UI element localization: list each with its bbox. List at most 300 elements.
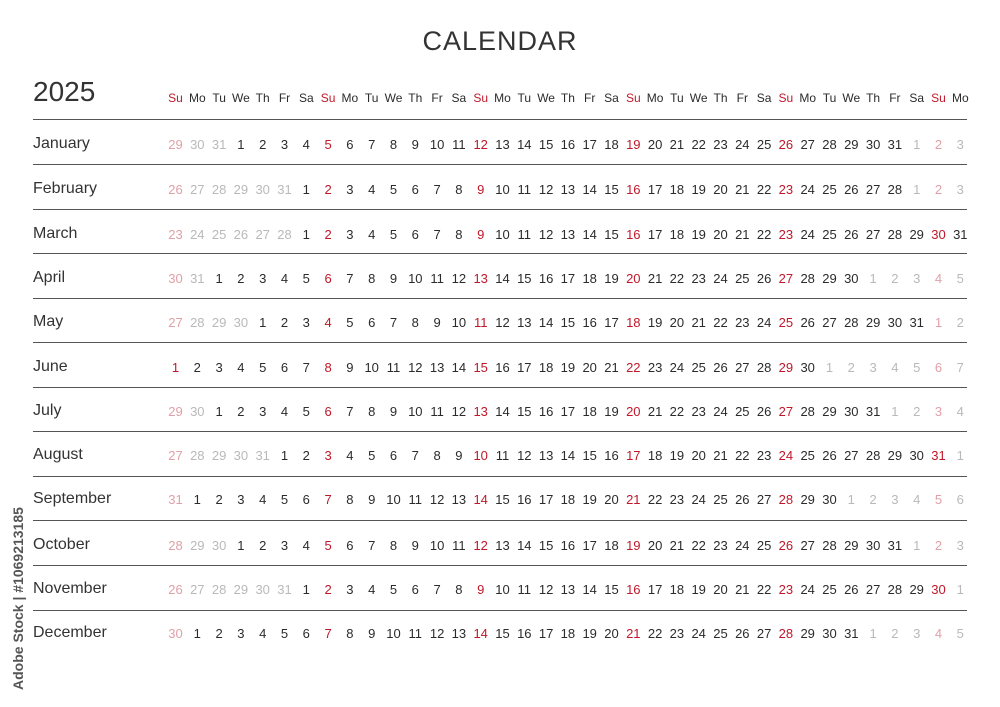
day-cell: 27	[190, 182, 205, 197]
day-cell: 5	[913, 360, 921, 375]
day-cell: 28	[168, 538, 183, 553]
day-cell: 2	[891, 626, 899, 641]
day-cell: 23	[778, 582, 794, 597]
day-cell: 23	[669, 626, 685, 641]
day-cell: 8	[455, 582, 463, 597]
day-cell: 12	[538, 227, 554, 242]
day-cell: 3	[259, 271, 267, 286]
row-divider	[33, 387, 967, 388]
day-cell: 3	[346, 582, 354, 597]
day-cell: 13	[560, 582, 576, 597]
day-cell: 28	[865, 448, 881, 463]
row-divider	[33, 431, 967, 432]
day-cell: 30	[844, 271, 859, 286]
day-cell: 13	[495, 538, 510, 553]
day-cell: 15	[517, 271, 532, 286]
day-cell: 1	[302, 227, 310, 242]
row-divider	[33, 253, 967, 254]
day-cell: 21	[735, 227, 750, 242]
day-cell: 7	[324, 626, 332, 641]
day-cell: 17	[626, 448, 641, 463]
day-cell: 21	[647, 271, 663, 286]
day-cell: 16	[604, 448, 619, 463]
day-cell: 24	[800, 582, 815, 597]
day-cell: 12	[538, 582, 554, 597]
day-cell: 20	[604, 492, 619, 507]
day-cell: 1	[869, 626, 877, 641]
weekday-label: Mo	[188, 91, 206, 105]
day-cell: 15	[604, 182, 619, 197]
day-cell: 3	[280, 538, 289, 553]
weekday-label: Fr	[431, 91, 443, 105]
day-cell: 30	[865, 137, 881, 152]
month-name: June	[33, 358, 68, 375]
day-cell: 18	[604, 137, 619, 152]
day-cell: 12	[429, 492, 445, 507]
day-cell: 29	[887, 448, 903, 463]
weekday-label: Tu	[670, 91, 684, 105]
day-cell: 24	[800, 227, 815, 242]
day-cell: 6	[411, 182, 419, 197]
day-cell: 21	[691, 315, 706, 330]
day-cell: 29	[822, 404, 837, 419]
weekday-label: Sa	[451, 91, 467, 105]
day-cell: 30	[800, 360, 815, 375]
day-cell: 28	[190, 315, 205, 330]
day-cell: 21	[735, 182, 750, 197]
day-cell: 14	[451, 360, 467, 375]
row-divider	[33, 209, 967, 210]
row-divider	[33, 342, 967, 343]
weekday-label: Su	[778, 91, 794, 105]
weekday-label: Tu	[212, 91, 226, 105]
day-cell: 25	[778, 315, 794, 330]
day-cell: 26	[168, 582, 183, 597]
day-cell: 30	[168, 271, 183, 286]
day-cell: 9	[389, 404, 398, 419]
day-cell: 26	[800, 315, 815, 330]
day-cell: 27	[865, 582, 881, 597]
day-cell: 15	[538, 538, 554, 553]
day-cell: 28	[277, 227, 292, 242]
day-cell: 7	[956, 360, 964, 375]
day-cell: 26	[756, 404, 772, 419]
day-cell: 14	[473, 626, 488, 641]
day-cell: 31	[887, 137, 903, 152]
day-cell: 16	[560, 137, 576, 152]
day-cell: 2	[193, 360, 201, 375]
day-cell: 11	[452, 538, 466, 553]
day-cell: 18	[669, 227, 685, 242]
day-cell: 11	[452, 137, 466, 152]
day-cell: 2	[934, 137, 943, 152]
day-cell: 3	[913, 271, 921, 286]
day-cell: 31	[953, 227, 968, 242]
day-cell: 15	[495, 492, 510, 507]
day-cell: 22	[756, 582, 772, 597]
day-cell: 3	[237, 626, 245, 641]
day-cell: 30	[255, 582, 270, 597]
day-cell: 16	[560, 538, 576, 553]
day-cell: 17	[538, 626, 554, 641]
day-cell: 14	[582, 182, 597, 197]
day-cell: 5	[259, 360, 267, 375]
day-cell: 22	[691, 538, 706, 553]
day-cell: 21	[669, 538, 685, 553]
day-cell: 21	[713, 448, 728, 463]
day-cell: 15	[560, 315, 576, 330]
day-cell: 26	[844, 182, 859, 197]
day-cell: 10	[473, 448, 488, 463]
day-cell: 8	[368, 271, 376, 286]
day-cell: 18	[604, 538, 619, 553]
day-cell: 16	[626, 182, 641, 197]
day-cell: 4	[368, 582, 376, 597]
day-cell: 5	[389, 227, 398, 242]
day-cell: 2	[215, 626, 223, 641]
day-cell: 30	[887, 315, 903, 330]
day-cell: 8	[455, 182, 463, 197]
day-cell: 11	[517, 227, 532, 242]
day-cell: 1	[171, 360, 180, 375]
month-name: September	[33, 490, 112, 507]
day-cell: 18	[560, 492, 576, 507]
day-cell: 10	[408, 271, 423, 286]
weekday-label: Su	[931, 91, 946, 105]
day-cell: 12	[517, 448, 532, 463]
day-cell: 8	[389, 137, 398, 152]
day-cell: 1	[891, 404, 899, 419]
day-cell: 2	[891, 271, 899, 286]
day-cell: 6	[302, 492, 310, 507]
day-cell: 10	[429, 137, 445, 152]
day-cell: 27	[822, 315, 837, 330]
day-cell: 3	[934, 404, 943, 419]
day-cell: 7	[302, 360, 310, 375]
day-cell: 23	[691, 404, 706, 419]
day-cell: 4	[346, 448, 354, 463]
day-cell: 30	[233, 315, 249, 330]
day-cell: 21	[735, 582, 750, 597]
day-cell: 27	[190, 582, 205, 597]
day-cell: 7	[433, 582, 441, 597]
day-cell: 24	[190, 227, 205, 242]
day-cell: 28	[844, 315, 859, 330]
day-cell: 25	[822, 182, 837, 197]
weekday-label: We	[384, 91, 403, 105]
day-cell: 1	[825, 360, 834, 375]
day-cell: 26	[713, 360, 728, 375]
weekday-label: Fr	[889, 91, 901, 105]
weekday-label: Sa	[298, 91, 314, 105]
day-cell: 27	[735, 360, 750, 375]
day-cell: 6	[346, 137, 354, 152]
day-cell: 20	[691, 448, 706, 463]
day-cell: 30	[190, 137, 205, 152]
day-cell: 22	[626, 360, 641, 375]
day-cell: 5	[280, 492, 289, 507]
day-cell: 20	[626, 404, 641, 419]
day-cell: 12	[473, 538, 488, 553]
weekday-label: Th	[866, 91, 881, 105]
day-cell: 30	[865, 538, 881, 553]
day-cell: 30	[168, 626, 183, 641]
month-name: January	[33, 135, 90, 152]
day-cell: 11	[408, 492, 423, 507]
day-cell: 22	[647, 626, 663, 641]
day-cell: 2	[324, 582, 332, 597]
day-cell: 28	[211, 582, 227, 597]
day-cell: 1	[956, 582, 964, 597]
day-cell: 21	[626, 492, 641, 507]
day-cell: 19	[560, 360, 576, 375]
day-cell: 23	[647, 360, 663, 375]
weekday-label: Tu	[517, 91, 532, 105]
day-cell: 11	[517, 182, 532, 197]
day-cell: 1	[302, 182, 310, 197]
day-cell: 27	[800, 538, 815, 553]
day-cell: 9	[368, 626, 376, 641]
day-cell: 9	[389, 271, 398, 286]
day-cell: 10	[364, 360, 379, 375]
day-cell: 28	[800, 271, 815, 286]
day-cell: 22	[691, 137, 706, 152]
day-cell: 12	[429, 626, 445, 641]
day-cell: 27	[168, 315, 183, 330]
day-cell: 3	[302, 315, 310, 330]
day-cell: 24	[691, 626, 706, 641]
day-cell: 3	[259, 404, 267, 419]
day-cell: 28	[778, 492, 794, 507]
day-cell: 10	[451, 315, 467, 330]
day-cell: 15	[604, 227, 619, 242]
day-cell: 28	[887, 227, 903, 242]
day-cell: 9	[411, 137, 419, 152]
day-cell: 2	[934, 538, 943, 553]
day-cell: 25	[211, 227, 227, 242]
month-name: February	[33, 180, 98, 197]
year-label: 2025	[33, 76, 96, 107]
day-cell: 16	[517, 626, 532, 641]
day-cell: 26	[735, 626, 750, 641]
day-cell: 6	[368, 315, 376, 330]
day-cell: 3	[346, 227, 354, 242]
day-cell: 2	[847, 360, 855, 375]
day-cell: 17	[647, 182, 663, 197]
day-cell: 26	[778, 137, 794, 152]
day-cell: 6	[346, 538, 354, 553]
day-cell: 2	[302, 448, 310, 463]
weekday-label: Su	[473, 91, 489, 105]
day-cell: 2	[259, 137, 267, 152]
day-cell: 5	[280, 626, 289, 641]
day-cell: 16	[582, 315, 597, 330]
day-cell: 1	[280, 448, 289, 463]
day-cell: 20	[647, 137, 663, 152]
day-cell: 23	[691, 271, 706, 286]
day-cell: 6	[280, 360, 289, 375]
day-cell: 16	[495, 360, 510, 375]
day-cell: 17	[560, 271, 576, 286]
day-cell: 10	[386, 626, 401, 641]
weekday-label: Fr	[736, 91, 748, 105]
day-cell: 13	[451, 626, 467, 641]
day-cell: 30	[233, 448, 249, 463]
day-cell: 4	[956, 404, 964, 419]
day-cell: 17	[582, 538, 597, 553]
day-cell: 23	[168, 227, 183, 242]
day-cell: 1	[913, 538, 921, 553]
day-cell: 11	[386, 360, 401, 375]
day-cell: 13	[473, 271, 488, 286]
day-cell: 7	[389, 315, 398, 330]
day-cell: 20	[713, 227, 728, 242]
day-cell: 15	[582, 448, 597, 463]
day-cell: 30	[822, 626, 837, 641]
day-cell: 25	[800, 448, 815, 463]
day-cell: 24	[756, 315, 772, 330]
day-cell: 1	[869, 271, 877, 286]
day-cell: 31	[168, 492, 183, 507]
day-cell: 25	[735, 404, 750, 419]
day-cell: 9	[368, 492, 376, 507]
weekday-header-row	[0, 89, 1000, 107]
day-cell: 20	[647, 538, 663, 553]
day-cell: 29	[822, 271, 837, 286]
month-name: December	[33, 624, 107, 641]
weekday-label: We	[231, 91, 250, 105]
day-cell: 10	[408, 404, 423, 419]
day-cell: 5	[324, 137, 332, 152]
day-cell: 23	[735, 315, 750, 330]
day-cell: 14	[517, 137, 532, 152]
day-cell: 10	[495, 182, 510, 197]
day-cell: 12	[451, 271, 467, 286]
day-cell: 2	[913, 404, 921, 419]
day-cell: 31	[931, 448, 946, 463]
day-cell: 24	[691, 492, 706, 507]
day-cell: 27	[756, 626, 772, 641]
weekday-label: Mo	[646, 91, 664, 105]
day-cell: 3	[215, 360, 223, 375]
day-cell: 13	[429, 360, 445, 375]
day-cell: 27	[844, 448, 859, 463]
day-cell: 21	[669, 137, 685, 152]
day-cell: 28	[887, 182, 903, 197]
row-divider	[33, 298, 967, 299]
day-cell: 7	[411, 448, 419, 463]
day-cell: 22	[669, 404, 685, 419]
day-cell: 24	[735, 137, 750, 152]
day-cell: 25	[713, 626, 728, 641]
day-cell: 29	[778, 360, 794, 375]
day-cell: 4	[280, 271, 289, 286]
day-cell: 9	[433, 315, 441, 330]
day-cell: 23	[713, 538, 728, 553]
day-cell: 31	[255, 448, 270, 463]
day-cell: 24	[713, 271, 728, 286]
day-cell: 20	[669, 315, 685, 330]
day-cell: 28	[756, 360, 772, 375]
day-cell: 14	[560, 448, 576, 463]
day-cell: 29	[800, 626, 815, 641]
month-name: July	[33, 402, 62, 419]
day-cell: 13	[538, 448, 554, 463]
day-cell: 3	[956, 182, 964, 197]
day-cell: 18	[669, 182, 685, 197]
day-cell: 30	[909, 448, 924, 463]
day-cell: 26	[822, 448, 837, 463]
day-cell: 9	[477, 227, 485, 242]
day-cell: 31	[211, 137, 227, 152]
day-cell: 6	[324, 271, 332, 286]
day-cell: 7	[324, 492, 332, 507]
day-cell: 8	[389, 538, 398, 553]
day-cell: 11	[430, 404, 444, 419]
day-cell: 28	[887, 582, 903, 597]
day-cell: 5	[389, 182, 398, 197]
day-cell: 6	[302, 626, 310, 641]
month-name: August	[33, 446, 83, 463]
day-cell: 1	[193, 626, 201, 641]
calendar-title: CALENDAR	[422, 26, 578, 56]
day-cell: 1	[193, 492, 201, 507]
day-cell: 29	[865, 315, 881, 330]
day-cell: 28	[800, 404, 815, 419]
day-cell: 12	[473, 137, 488, 152]
day-cell: 26	[844, 227, 859, 242]
day-cell: 28	[190, 448, 205, 463]
day-cell: 6	[934, 360, 943, 375]
day-cell: 30	[822, 492, 837, 507]
day-cell: 6	[411, 582, 419, 597]
weekday-label: Sa	[909, 91, 925, 105]
day-cell: 5	[956, 626, 964, 641]
day-cell: 21	[604, 360, 619, 375]
day-cell: 2	[259, 538, 267, 553]
day-cell: 29	[844, 137, 859, 152]
day-cell: 15	[538, 137, 554, 152]
day-cell: 19	[691, 182, 706, 197]
day-cell: 8	[368, 404, 376, 419]
day-cell: 21	[647, 404, 663, 419]
day-cell: 19	[626, 538, 641, 553]
day-cell: 13	[517, 315, 532, 330]
day-cell: 11	[473, 315, 488, 330]
day-cell: 27	[865, 227, 881, 242]
day-cell: 28	[822, 538, 837, 553]
day-cell: 14	[582, 227, 597, 242]
day-cell: 18	[647, 448, 663, 463]
day-cell: 19	[647, 315, 663, 330]
day-cell: 27	[756, 492, 772, 507]
day-cell: 1	[847, 492, 855, 507]
row-divider	[33, 610, 967, 611]
day-cell: 29	[168, 137, 183, 152]
day-cell: 7	[346, 271, 354, 286]
day-cell: 1	[215, 271, 223, 286]
day-cell: 4	[913, 492, 921, 507]
weekday-label: Tu	[822, 91, 837, 105]
day-cell: 3	[324, 448, 332, 463]
day-cell: 10	[386, 492, 401, 507]
day-cell: 5	[346, 315, 354, 330]
day-cell: 19	[691, 582, 706, 597]
day-cell: 4	[237, 360, 245, 375]
day-cell: 17	[582, 137, 597, 152]
day-cell: 31	[865, 404, 881, 419]
day-cell: 6	[411, 227, 419, 242]
